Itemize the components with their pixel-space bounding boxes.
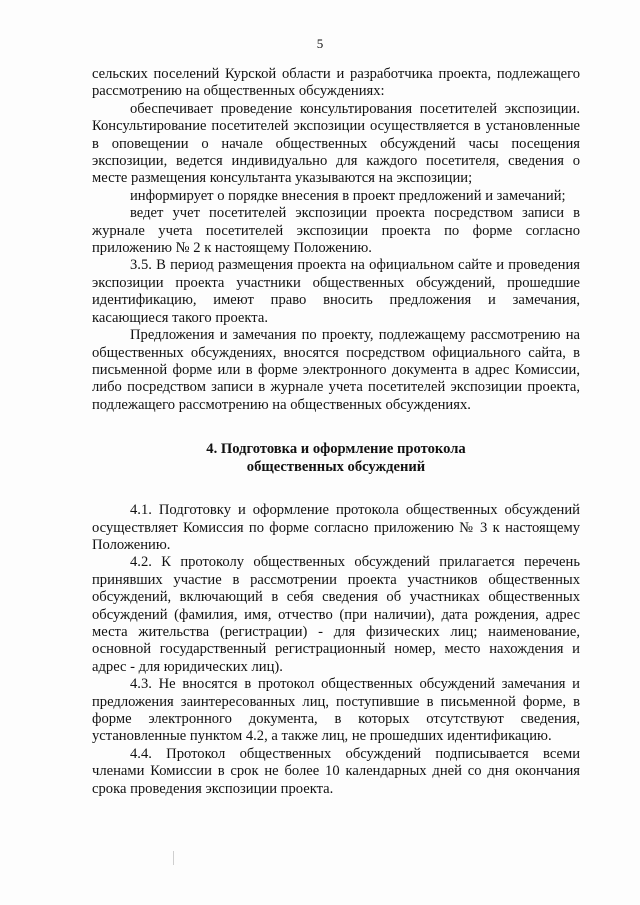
paragraph: 4.1. Подготовку и оформление протокола общественных обсуждений осуществляет Комиссия по форме согласно приложению № 3 к настоящему Положению.: [92, 502, 580, 553]
paragraph: 4.2. К протоколу общественных обсуждений прилагается перечень принявших участие в рассмотрении проекта участников общественных обсуждений, включающий в себя сведения об участниках общественных обсуждений (фамилия, имя, отчество (при наличии), дата рождения, адрес места жительства (регистрации) - для физических лиц; наименование, основной государственный регистрационный номер, место нахождения и адрес - для юридических лиц).: [92, 554, 580, 675]
section-heading-line: 4. Подготовка и оформление протокола: [206, 441, 466, 458]
paragraph: информирует о порядке внесения в проект предложений и замечаний;: [130, 187, 566, 204]
section-heading: [92, 440, 580, 476]
section-heading-line: общественных обсуждений: [246, 459, 426, 476]
scan-mark: [173, 851, 174, 865]
paragraph: 3.5. В период размещения проекта на официальном сайте и проведения экспозиции проекта участники общественных обсуждений, прошедшие идентификацию, имеют право вносить предложения и замечания, касающиеся такого проекта.: [92, 257, 580, 326]
paragraph: 4.4. Протокол общественных обсуждений подписывается всеми членами Комиссии в срок не более 10 календарных дней со дня окончания срока проведения экспозиции проекта.: [92, 745, 580, 797]
paragraph: обеспечивает проведение консультирования посетителей экспозиции. Консультирование посетителей экспозиции осуществляется в установленные в оповещении о начале общественных обсуждений часы посещения экспозиции, ведется индивидуально для каждого посетителя, сведения о месте размещения консультанта указываются на экспозиции;: [92, 100, 580, 187]
page-number: 5: [316, 36, 324, 51]
document-body: [92, 66, 580, 798]
paragraphs-top: [92, 66, 580, 414]
paragraph: 4.3. Не вносятся в протокол общественных обсуждений замечания и предложения заинтересованных лиц, поступившие в письменной форме, в форме электронного документа, в которых отсутствуют сведения, установленные пунктом 4.2, а также лиц, не прошедших идентификацию.: [92, 676, 580, 745]
paragraph: ведет учет посетителей экспозиции проекта посредством записи в журнале учета посетителей экспозиции проекта по форме согласно приложению № 2 к настоящему Положению.: [92, 205, 580, 257]
paragraphs-bottom: [92, 502, 580, 798]
paragraph: сельских поселений Курской области и разработчика проекта, подлежащего рассмотрению на общественных обсуждениях:: [92, 66, 580, 100]
paragraph: Предложения и замечания по проекту, подлежащему рассмотрению на общественных обсуждениях, вносятся посредством официального сайта, в письменной форме или в форме электронного документа в адрес Комиссии, либо посредством записи в журнале учета посетителей экспозиции проекта, подлежащего рассмотрению на общественных обсуждениях.: [92, 327, 580, 413]
